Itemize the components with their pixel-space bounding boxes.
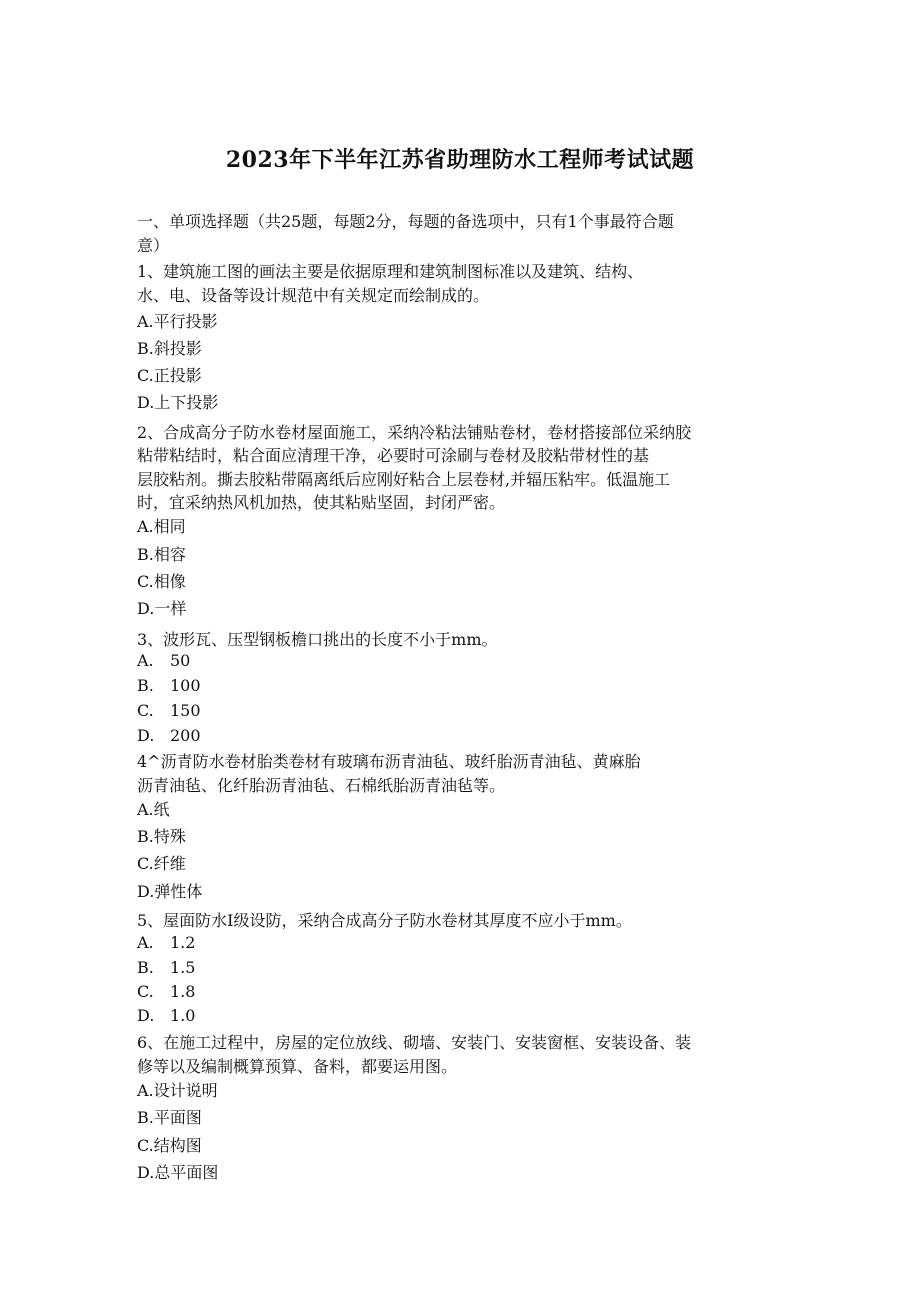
question-1-option-a: A.平行投影 (137, 312, 218, 331)
question-3-option-a (137, 651, 190, 671)
question-5-option-d-value: 1.0 (170, 1006, 196, 1025)
question-3-option-b (137, 676, 201, 696)
question-6-option-a: A.设计说明 (137, 1081, 218, 1100)
question-1-text-line-1: 1、建筑施工图的画法主要是依据原理和建筑制图标准以及建筑、结构、 (137, 262, 644, 281)
question-5-option-c-letter: C. (137, 982, 154, 1001)
question-3-option-d (137, 726, 201, 746)
section-heading-line-1: 一、单项选择题（共25题，每题2分，每题的备选项中，只有1个事最符合题 (137, 212, 674, 231)
question-6-text-line-1: 6、在施工过程中，房屋的定位放线、砌墙、安装门、安装窗框、安装设备、装 (137, 1033, 692, 1052)
question-4-option-b: B.特殊 (137, 827, 186, 846)
question-3-option-a-letter: A. (137, 651, 154, 670)
question-6-option-b: B.平面图 (137, 1108, 202, 1127)
question-2-option-d: D.一样 (137, 599, 187, 618)
question-1-option-b: B.斜投影 (137, 339, 202, 358)
question-2-text-line-2: 粘带粘结时，粘合面应清理干净，必要时可涂刷与卷材及胶粘带材性的基 (137, 446, 650, 465)
question-2-text-line-1: 2、合成高分子防水卷材屋面施工，采纳冷粘法铺贴卷材，卷材搭接部位采纳胶 (137, 423, 692, 442)
question-6-text-line-2: 修等以及编制概算预算、备料，都要运用图。 (137, 1057, 458, 1076)
question-5-option-c-value: 1.8 (170, 982, 196, 1001)
question-4-option-a: A.纸 (137, 800, 170, 819)
question-1-option-d: D.上下投影 (137, 393, 219, 412)
question-1-text-line-2: 水、电、设备等设计规范中有关规定而绘制成的。 (137, 286, 490, 305)
question-2-option-b: B.相容 (137, 545, 186, 564)
question-5-option-b (137, 958, 195, 978)
question-3-option-c (137, 701, 201, 721)
question-5-option-c (137, 982, 195, 1002)
question-3-option-a-value: 50 (170, 651, 191, 670)
section-heading-line-2: 意） (137, 236, 170, 255)
question-3-option-b-value: 100 (170, 676, 201, 695)
question-3-option-b-letter: B. (137, 676, 154, 695)
question-4-text-line-2: 沥青油毡、化纤胎沥青油毡、石棉纸胎沥青油毡等。 (137, 776, 506, 795)
question-4-text-line-1: 4^沥青防水卷材胎类卷材有玻璃布沥青油毡、玻纤胎沥青油毡、黄麻胎 (137, 752, 641, 771)
question-4-option-d: D.弹性体 (137, 882, 203, 901)
question-3-text-line-1: 3、波形瓦、压型钢板檐口挑出的长度不小于mm。 (137, 630, 498, 649)
question-5-option-d-letter: D. (137, 1006, 155, 1025)
question-4-option-c: C.纤维 (137, 854, 186, 873)
question-5-option-d (137, 1006, 195, 1026)
document-title: 2023年下半年江苏省助理防水工程师考试试题 (225, 147, 695, 173)
question-3-option-c-letter: C. (137, 701, 154, 720)
question-2-text-line-4: 时，宜采纳热风机加热，使其粘贴坚固，封闭严密。 (137, 493, 506, 512)
question-5-option-a (137, 933, 195, 953)
question-1-option-c: C.正投影 (137, 366, 202, 385)
question-6-option-c: C.结构图 (137, 1136, 202, 1155)
question-6-option-d: D.总平面图 (137, 1163, 219, 1182)
question-5-option-a-value: 1.2 (170, 933, 196, 952)
question-3-option-d-value: 200 (170, 726, 201, 745)
question-5-option-b-letter: B. (137, 958, 154, 977)
question-5-option-b-value: 1.5 (170, 958, 196, 977)
question-3-option-c-value: 150 (170, 701, 201, 720)
question-3-option-d-letter: D. (137, 726, 155, 745)
question-2-text-line-3: 层胶粘剂。撕去胶粘带隔离纸后应刚好粘合上层卷材,并辐压粘牢。低温施工 (137, 470, 671, 489)
question-5-option-a-letter: A. (137, 933, 154, 952)
question-5-text-line-1: 5、屋面防水I级设防，采纳合成高分子防水卷材其厚度不应小于mm。 (137, 911, 632, 930)
question-2-option-a: A.相同 (137, 517, 186, 536)
question-2-option-c: C.相像 (137, 572, 186, 591)
